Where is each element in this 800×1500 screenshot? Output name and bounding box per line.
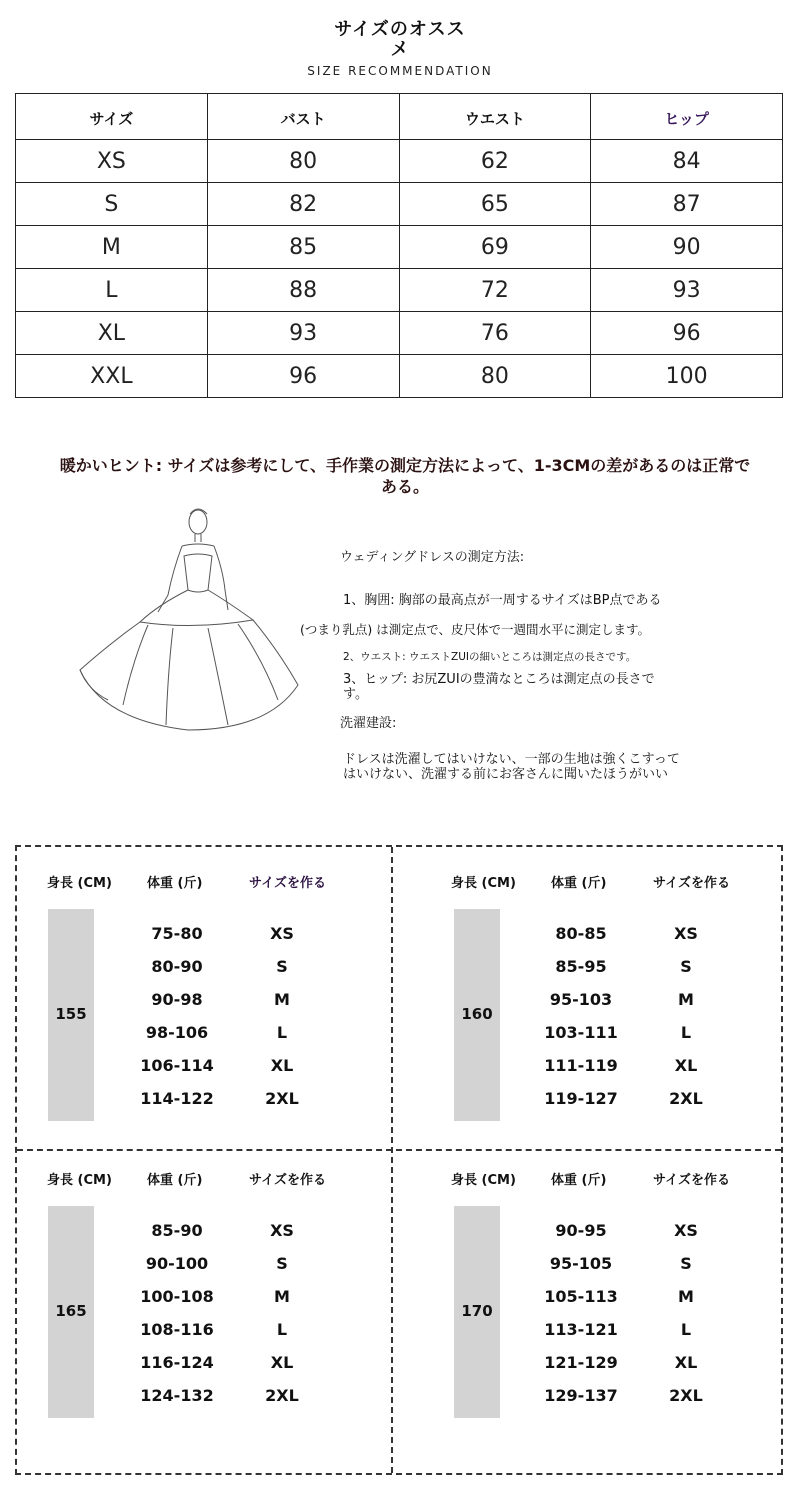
height-value: 155	[55, 1005, 87, 1023]
weight-range: 95-105	[549, 1254, 613, 1273]
cell-waist: 76	[399, 312, 591, 355]
list-item	[531, 1320, 751, 1353]
recommendation-grid	[15, 845, 783, 1475]
dress-illustration	[78, 500, 313, 740]
weight-range: 85-90	[151, 1221, 203, 1240]
cell-bust: 93	[207, 312, 399, 355]
cell-size: XS	[16, 140, 208, 183]
height-value: 160	[461, 1005, 493, 1023]
list-item	[127, 1254, 347, 1287]
wash-title: 洗濯建設:	[340, 716, 397, 731]
list-item	[127, 990, 347, 1023]
cell-hip: 90	[591, 226, 783, 269]
height-value: 170	[461, 1302, 493, 1320]
weight-range: 111-119	[544, 1056, 618, 1075]
size-value: XS	[674, 924, 698, 943]
cell-waist: 65	[399, 183, 591, 226]
measure-waist: 2、ウエスト: ウエストZUIの細いところは測定点の長さです。	[343, 651, 637, 663]
weight-range: 106-114	[140, 1056, 214, 1075]
header-weight: 体重 (斤)	[551, 876, 607, 891]
weight-range: 103-111	[544, 1023, 618, 1042]
header-bust: バスト	[207, 94, 399, 140]
measure-bust-a: 1、胸囲: 胸部の最高点が一周するサイズはBP点である	[343, 593, 662, 608]
weight-range: 90-98	[151, 990, 203, 1009]
cell-size: M	[16, 226, 208, 269]
list-item	[531, 1353, 751, 1386]
list-item	[531, 1287, 751, 1320]
cell-hip: 93	[591, 269, 783, 312]
header-height: 身長 (CM)	[47, 876, 112, 891]
size-table-header	[16, 94, 783, 140]
weight-range: 90-95	[555, 1221, 607, 1240]
cell-bust: 96	[207, 355, 399, 398]
table-row	[16, 183, 783, 226]
list-item	[127, 1353, 347, 1386]
hint-text: 暖かいヒント: サイズは参考にして、手作業の測定方法によって、1-3CMの差があるのは正常である。	[59, 456, 751, 496]
cell-waist: 69	[399, 226, 591, 269]
weight-range: 113-121	[544, 1320, 618, 1339]
list-item	[531, 1254, 751, 1287]
weight-range: 80-90	[151, 957, 203, 976]
cell-hip: 87	[591, 183, 783, 226]
weight-range: 108-116	[140, 1320, 214, 1339]
size-value: M	[678, 1287, 694, 1306]
list-item	[531, 1386, 751, 1419]
size-value: L	[276, 1023, 288, 1042]
title-block	[0, 20, 800, 78]
header-waist: ウエスト	[399, 94, 591, 140]
size-value: 2XL	[669, 1089, 703, 1108]
weight-range: 116-124	[140, 1353, 214, 1372]
panel-165	[17, 1144, 391, 1444]
cell-size: XXL	[16, 355, 208, 398]
weight-range: 80-85	[555, 924, 607, 943]
header-height: 身長 (CM)	[451, 876, 516, 891]
size-value: S	[680, 957, 692, 976]
cell-waist: 62	[399, 140, 591, 183]
cell-size: XL	[16, 312, 208, 355]
page-subtitle: SIZE RECOMMENDATION	[307, 64, 493, 78]
cell-hip: 96	[591, 312, 783, 355]
panel-160	[393, 847, 767, 1147]
cell-bust: 85	[207, 226, 399, 269]
size-value: M	[678, 990, 694, 1009]
height-value: 165	[55, 1302, 87, 1320]
header-height: 身長 (CM)	[47, 1173, 112, 1188]
measure-bust-b: (つまり乳点) は測定点で、皮尺体で一週間水平に測定します。	[300, 622, 650, 637]
list-item	[531, 990, 751, 1023]
list-item	[531, 924, 751, 957]
header-size: サイズを作る	[653, 1173, 730, 1188]
list-item	[127, 1056, 347, 1089]
size-table	[15, 93, 783, 398]
size-value: S	[276, 1254, 288, 1273]
list-item	[531, 957, 751, 990]
list-item	[531, 1089, 751, 1122]
weight-range: 98-106	[145, 1023, 209, 1042]
list-item	[127, 1386, 347, 1419]
cell-size: S	[16, 183, 208, 226]
weight-range: 75-80	[151, 924, 203, 943]
panel-170	[393, 1144, 767, 1444]
weight-range: 90-100	[145, 1254, 209, 1273]
list-item	[127, 1287, 347, 1320]
list-item	[531, 1056, 751, 1089]
weight-range: 95-103	[549, 990, 613, 1009]
list-item	[531, 1221, 751, 1254]
size-value: XL	[270, 1056, 294, 1075]
table-row	[16, 140, 783, 183]
table-row	[16, 269, 783, 312]
size-value: 2XL	[265, 1386, 299, 1405]
table-row	[16, 355, 783, 398]
page-title: サイズのオススメ	[334, 19, 466, 60]
cell-bust: 80	[207, 140, 399, 183]
size-value: L	[680, 1023, 692, 1042]
size-value: M	[274, 1287, 290, 1306]
size-value: M	[274, 990, 290, 1009]
weight-range: 100-108	[140, 1287, 214, 1306]
header-size: サイズを作る	[653, 876, 730, 891]
header-weight: 体重 (斤)	[147, 876, 203, 891]
header-hip: ヒップ	[591, 94, 783, 140]
weight-range: 114-122	[140, 1089, 214, 1108]
list-item	[127, 957, 347, 990]
weight-range: 105-113	[544, 1287, 618, 1306]
weight-range: 85-95	[555, 957, 607, 976]
cell-bust: 88	[207, 269, 399, 312]
header-size: サイズを作る	[249, 1173, 326, 1188]
table-row	[16, 226, 783, 269]
weight-range: 119-127	[544, 1089, 618, 1108]
panel-155	[17, 847, 391, 1147]
header-height: 身長 (CM)	[451, 1173, 516, 1188]
list-item	[127, 1221, 347, 1254]
list-item	[127, 1320, 347, 1353]
size-value: XL	[674, 1353, 698, 1372]
size-value: XS	[674, 1221, 698, 1240]
size-value: XL	[674, 1056, 698, 1075]
header-weight: 体重 (斤)	[147, 1173, 203, 1188]
header-size: サイズ	[16, 94, 208, 140]
measure-hip: 3、ヒップ: お尻ZUIの豊満なところは測定点の長さです。	[343, 672, 655, 702]
size-value: 2XL	[669, 1386, 703, 1405]
size-value: S	[276, 957, 288, 976]
table-row	[16, 312, 783, 355]
weight-range: 129-137	[544, 1386, 618, 1405]
size-value: S	[680, 1254, 692, 1273]
cell-hip: 100	[591, 355, 783, 398]
size-value: XS	[270, 924, 294, 943]
cell-waist: 80	[399, 355, 591, 398]
wash-text: ドレスは洗濯してはいけない、一部の生地は強くこすってはいけない、洗濯する前にお客さんに聞いたほうがいい	[343, 752, 680, 782]
size-value: L	[680, 1320, 692, 1339]
cell-hip: 84	[591, 140, 783, 183]
cell-waist: 72	[399, 269, 591, 312]
size-value: L	[276, 1320, 288, 1339]
size-value: 2XL	[265, 1089, 299, 1108]
size-value: XL	[270, 1353, 294, 1372]
cell-bust: 82	[207, 183, 399, 226]
cell-size: L	[16, 269, 208, 312]
weight-range: 121-129	[544, 1353, 618, 1372]
list-item	[531, 1023, 751, 1056]
measure-title: ウェディングドレスの測定方法:	[340, 550, 525, 565]
header-size: サイズを作る	[249, 876, 326, 891]
weight-range: 124-132	[140, 1386, 214, 1405]
size-value: XS	[270, 1221, 294, 1240]
list-item	[127, 924, 347, 957]
list-item	[127, 1089, 347, 1122]
list-item	[127, 1023, 347, 1056]
header-weight: 体重 (斤)	[551, 1173, 607, 1188]
